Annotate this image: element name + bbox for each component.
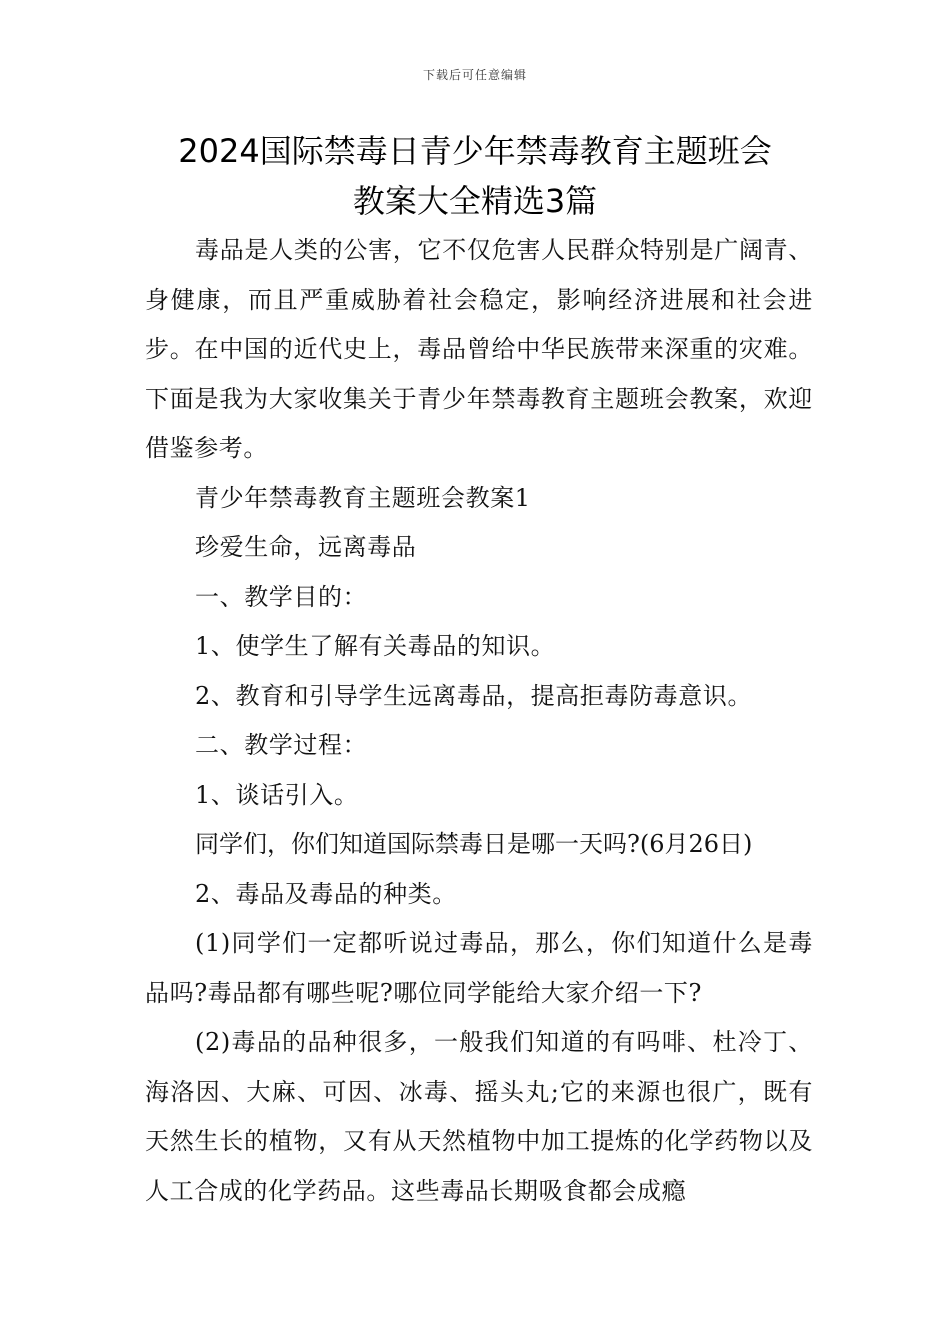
- process-step-2: 2、毒品及毒品的种类。: [195, 879, 457, 908]
- process-step-1-text: 同学们，你们知道国际禁毒日是哪一天吗?(6月26日): [195, 830, 753, 858]
- heading-teaching-process: 二、教学过程：: [195, 731, 368, 759]
- title-line-2: 教案大全精选3篇: [352, 182, 598, 220]
- section-heading-lesson-1: 青少年禁毒教育主题班会教案1: [195, 483, 531, 512]
- process-step-2-part-1: (1)同学们一定都听说过毒品，那么，你们知道什么是毒品吗?毒品都有哪些呢?哪位同学能给大家介绍一下?: [145, 929, 813, 1007]
- document-title: [130, 126, 820, 226]
- goal-item-2: 2、教育和引导学生远离毒品，提高拒毒防毒意识。: [195, 681, 753, 710]
- header-note: 下载后可任意编辑: [422, 68, 527, 82]
- process-step-1: 1、谈话引入。: [195, 780, 359, 809]
- title-line-1: 2024国际禁毒日青少年禁毒教育主题班会: [178, 132, 772, 170]
- goal-item-1: 1、使学生了解有关毒品的知识。: [195, 632, 556, 660]
- document-body: [145, 226, 813, 1216]
- process-step-2-part-2: (2)毒品的品种很多，一般我们知道的有吗啡、杜冷丁、海洛因、大麻、可因、冰毒、摇头丸;它的来源也很广，既有天然生长的植物，又有从天然植物中加工提炼的化学药物以及人工合成的化学药品。这些毒品长期吸食都会成瘾: [145, 1028, 813, 1205]
- lesson-theme: 珍爱生命，远离毒品: [195, 533, 417, 561]
- intro-paragraph: 毒品是人类的公害，它不仅危害人民群众特别是广阔青、身健康，而且严重威胁着社会稳定，影响经济进展和社会进步。在中国的近代史上，毒品曾给中华民族带来深重的灾难。下面是我为大家收集关于青少年禁毒教育主题班会教案，欢迎借鉴参考。: [145, 236, 813, 462]
- heading-teaching-goal: 一、教学目的：: [195, 582, 368, 611]
